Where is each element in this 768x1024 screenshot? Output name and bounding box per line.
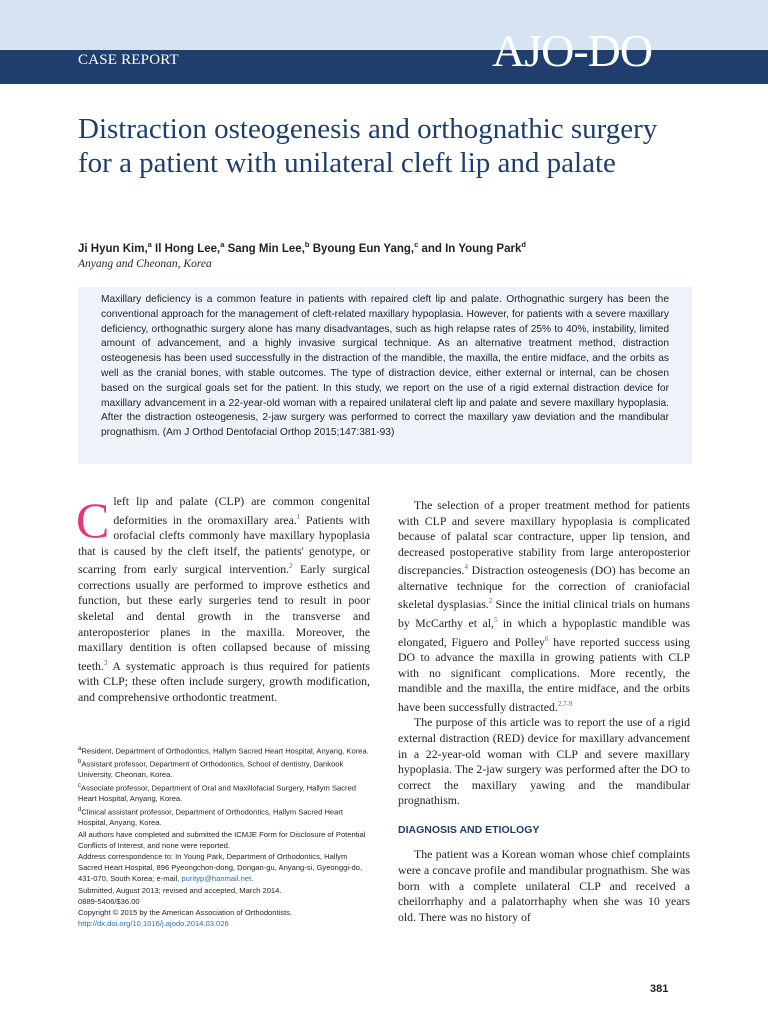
drop-cap: C (76, 492, 110, 548)
citation-ref[interactable]: 3 (103, 658, 108, 667)
intro-text (78, 494, 370, 704)
citation-ref[interactable]: 2,7-9 (557, 699, 573, 708)
journal-logo: AJO-DO (492, 25, 653, 76)
footnote-copyright: Copyright © 2015 by the American Association of Orthodontists. (78, 907, 293, 917)
footnote-mark: c (78, 782, 81, 789)
section-label: CASE REPORT (78, 52, 179, 68)
citation-ref[interactable]: 6 (544, 634, 549, 643)
citation-ref[interactable]: 2 (289, 562, 293, 571)
author-affiliation-mark: c (414, 240, 419, 249)
citation-ref[interactable]: 4 (464, 563, 468, 572)
author-name: Ji Hyun Kim, (78, 242, 148, 255)
citation-ref[interactable]: 1 (296, 512, 301, 521)
body-text: The selection of a proper treatment method for patients with CLP and severe maxillary hypoplasia is complicated because of palatal scar contracture, upper lip tension, and decreased postoperative stability from large anteroposterior discrepancies. (398, 498, 690, 578)
author-name: Sang Min Lee, (227, 242, 305, 255)
footnote-text: Assistant professor, Department of Orthodontics, School of dentistry, Dankook University, Cheonan, Korea. (78, 759, 344, 780)
body-paragraph: The purpose of this article was to report the use of a rigid external distraction (RED) device for maxillary advancement in a 22-year-old woman with CLP and severe maxillary hypoplasia. The 2-jaw surgery was performed after the DO to correct the maxillary yawing and the mandibular prognathism. (398, 715, 690, 808)
abstract: Maxillary deficiency is a common feature in patients with repaired cleft lip and palate. Orthognathic surgery has been the conventional approach for the management of cleft-related maxillary hypoplasia. However, for patients with a severe maxillary deficiency, orthognathic surgery alone has many disadvantages, such as high relapse rates of 25% to 40%, instability, limited amount of advancement, and a highly invasive surgical technique. As an alternative treatment method, distraction osteogenesis has been used successfully in the distraction of the mandible, the maxilla, the entire midface, and the orbits as well as the cranial bones, with stable outcomes. The type of distraction device, either external or internal, can be chosen based on the surgical goals set for the patient. In this study, we report on the use of a rigid external distraction device for maxillary advancement in a 22-year-old woman with a repaired unilateral cleft lip and palate and severe maxillary hypoplasia. After the distraction osteogenesis, 2-jaw surgery was performed to correct the maxillary yaw deviation and the mandibular prognathism. (Am J Orthod Dentofacial Orthop 2015;147:381-93) (101, 294, 669, 439)
body-text: left lip and palate (CLP) are common congenital deformities in the oromaxillary area. (113, 494, 370, 527)
author-location: Anyang and Cheonan, Korea (78, 258, 212, 270)
article-title: Distraction osteogenesis and orthognathic surgery for a patient with unilateral cleft lip and palate (78, 113, 658, 179)
footnote-text: Address correspondence to: In Young Park, Department of Orthodontics, Hallym Sacred Heart Hospital, 896 Pyeongchon-dong, Dongan-gu, Anyang-si, Gyeonggi-do, 431-070, South Korea; e-mail, (78, 851, 363, 884)
citation-ref[interactable]: 5 (493, 616, 498, 624)
body-text: Patients with orofacial clefts commonly have maxillary hypoplasia that is caused by the cleft itself, the patients' genotype, or scarring from early surgical intervention. (78, 512, 370, 577)
body-text: Early surgical corrections usually are performed to improve esthetics and function, but these early surgeries tend to result in poor skeletal and dental growth in the transverse and anteroposterior planes in the maxilla. Moreover, the maxillary dentition is often collapsed because of missing teeth. (78, 562, 370, 673)
footnote-text: . (251, 874, 254, 884)
author-affiliation-mark: a (147, 240, 152, 249)
footnote-affiliation-b (78, 757, 370, 781)
section-heading: DIAGNOSIS AND ETIOLOGY (398, 823, 540, 836)
right-column (398, 498, 690, 925)
body-text: Since the initial clinical trials on humans by McCarthy et al, (398, 597, 690, 630)
author-affiliation-mark: d (521, 240, 526, 249)
footnote-mark: a (78, 746, 82, 752)
body-text: in which a hypoplastic mandible was elongated, Figuero and Polley (398, 615, 690, 649)
footnotes (78, 744, 370, 929)
footnote-price: 0889-5406/$36.00 (78, 896, 140, 906)
footnote-disclosure: All authors have completed and submitted the ICMJE Form for Disclosure of Potential Conflicts of Interest, and none were reported. (78, 829, 366, 850)
body-paragraph (398, 498, 690, 715)
footnote-affiliation-c (78, 781, 370, 805)
body-text: have reported success using DO to advance the maxilla in growing patients with CLP with no significant complications. More recently, the mandible and the maxilla, the entire midface, and the orbits have been successfully distracted. (398, 634, 690, 714)
author-affiliation-mark: a (220, 240, 225, 249)
email-link[interactable]: purityp@hanmail.net (181, 874, 252, 884)
doi-link[interactable]: http://dx.doi.org/10.1016/j.ajodo.2014.03.026 (78, 919, 229, 929)
footnote-mark: d (78, 806, 82, 813)
author-name: Byoung Eun Yang, (312, 242, 415, 255)
footnote-text: Clinical assistant professor, Department of Orthodontics, Hallym Sacred Heart Hospital, Anyang, Korea. (78, 807, 344, 828)
intro-paragraph (78, 494, 370, 705)
footnote-text: Associate professor, Department of Oral and Maxillofacial Surgery, Hallym Sacred Heart Hospital, Anyang, Korea. (78, 783, 357, 804)
footnote-doi (78, 918, 370, 929)
body-text: Distraction osteogenesis (DO) has become an alternative technique for the correction of craniofacial skeletal dysplasias. (398, 563, 690, 612)
body-paragraph: The patient was a Korean woman whose chief complaints were a concave profile and mandibular prognathism. She was born with a complete unilateral CLP and received a cheilorrhaphy and a palatorrhaphy when she was 10 years old. There was no history of (398, 847, 690, 924)
page-number: 381 (650, 983, 669, 995)
footnote-text: Resident, Department of Orthodontics, Hallym Sacred Heart Hospital, Anyang, Korea. (81, 746, 369, 756)
footnote-affiliation-a (78, 744, 370, 757)
header-band (0, 0, 768, 50)
left-column (78, 494, 370, 705)
author-name: and In Young Park (421, 242, 522, 255)
author-list (78, 240, 526, 255)
body-text: A systematic approach is thus required for patients with CLP; these often include surgery, growth modification, and comprehensive orthodontic treatment. (78, 658, 370, 704)
citation-ref[interactable]: 2 (488, 597, 493, 606)
author-affiliation-mark: b (304, 240, 310, 249)
footnote-affiliation-d (78, 805, 370, 829)
footnote-mark: b (78, 758, 82, 765)
author-name: Il Hong Lee, (155, 242, 221, 255)
footnote-correspondence (78, 851, 370, 885)
footnote-dates: Submitted, August 2013; revised and accepted, March 2014. (78, 885, 282, 895)
